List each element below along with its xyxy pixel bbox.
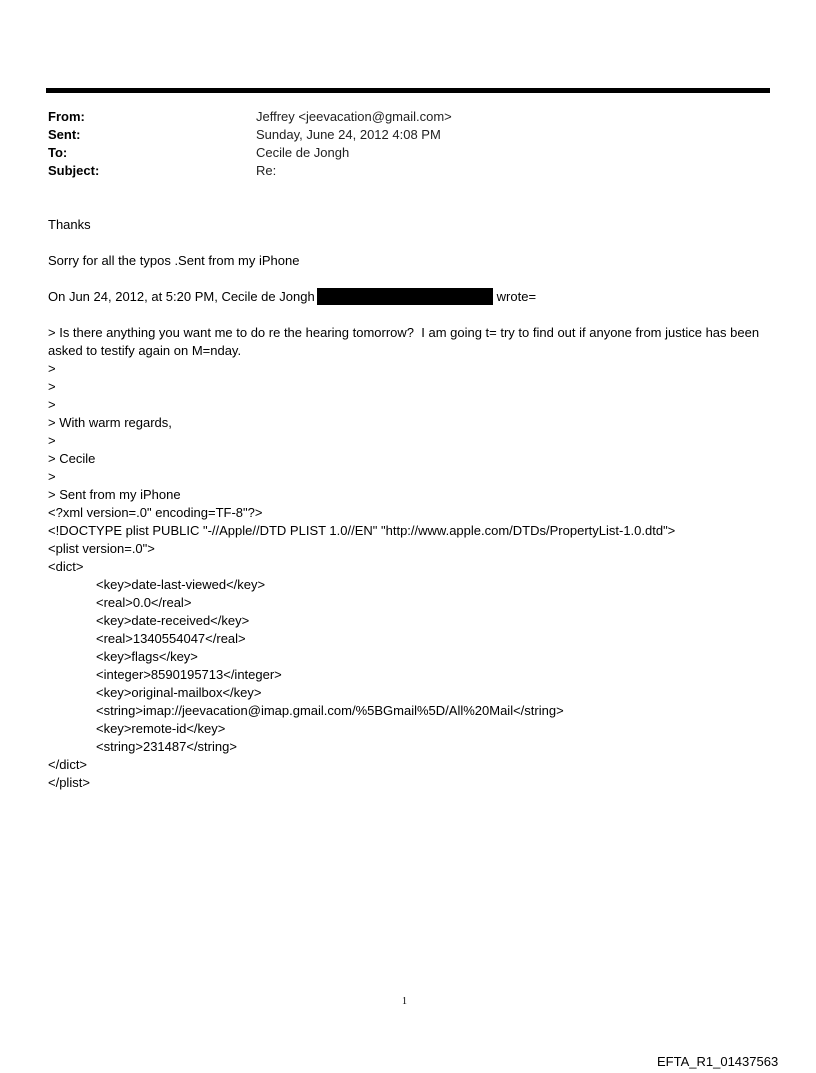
text-line: > <box>48 397 56 412</box>
text-line: <key>remote-id</key> <box>96 721 226 736</box>
text-line: </plist> <box>48 775 90 790</box>
text-line: > <box>48 469 56 484</box>
sorry-line: Sorry for all the typos .Sent from my iPhone <box>48 253 300 268</box>
from-label: From: <box>48 109 85 124</box>
text-line: <dict> <box>48 559 84 574</box>
header-rule <box>46 88 770 93</box>
text-line: <plist version=.0"> <box>48 541 155 556</box>
text-line: > With warm regards, <box>48 415 172 430</box>
text-line: </dict> <box>48 757 88 772</box>
text-line: <key>date-last-viewed</key> <box>96 577 266 592</box>
subject-value: Re: <box>256 163 277 178</box>
from-row <box>48 108 452 126</box>
text-line: <real>0.0</real> <box>96 595 192 610</box>
text-line: <key>date-received</key> <box>96 613 250 628</box>
text-line: <?xml version=.0" encoding=TF-8"?> <box>48 505 263 520</box>
subject-row <box>48 162 452 180</box>
to-label: To: <box>48 145 68 160</box>
text-line: > Sent from my iPhone <box>48 487 181 502</box>
bates-stamp: EFTA_R1_01437563 <box>657 1054 779 1069</box>
to-row <box>48 144 452 162</box>
quoted-lines <box>48 360 778 576</box>
thanks-line: Thanks <box>48 217 91 232</box>
quoted-message: > Is there anything you want me to do re the hearing tomorrow? I am going t= try to find out if anyone from justice has been asked to testify again on M=nday. <box>48 325 763 358</box>
text-line: <real>1340554047</real> <box>96 631 246 646</box>
text-line: <integer>8590195713</integer> <box>96 667 282 682</box>
email-header <box>48 108 452 180</box>
text-line: <key>flags</key> <box>96 649 198 664</box>
email-body <box>48 216 778 792</box>
sent-value: Sunday, June 24, 2012 4:08 PM <box>256 127 441 142</box>
text-line: <!DOCTYPE plist PUBLIC "-//Apple//DTD PLIST 1.0//EN" "http://www.apple.com/DTDs/PropertyList-1.0.dtd"> <box>48 523 676 538</box>
text-line: > Cecile <box>48 451 96 466</box>
sent-label: Sent: <box>48 127 81 142</box>
plist-dict-lines <box>48 576 778 756</box>
page-number: 1 <box>402 996 407 1007</box>
redaction-box <box>317 288 493 305</box>
quote-intro <box>48 288 778 306</box>
text-line: <key>original-mailbox</key> <box>96 685 262 700</box>
to-value: Cecile de Jongh <box>256 145 350 160</box>
subject-label: Subject: <box>48 163 100 178</box>
plist-closing-lines <box>48 756 778 792</box>
text-line: > <box>48 361 56 376</box>
from-value: Jeffrey <jeevacation@gmail.com> <box>256 109 452 124</box>
sent-row <box>48 126 452 144</box>
text-line: > <box>48 433 56 448</box>
quote-intro-prefix: On Jun 24, 2012, at 5:20 PM, Cecile de Jongh <box>48 289 315 304</box>
text-line: > <box>48 379 56 394</box>
text-line: <string>imap://jeevacation@imap.gmail.com/%5BGmail%5D/All%20Mail</string> <box>96 703 564 718</box>
quote-intro-suffix: wrote= <box>496 289 537 304</box>
text-line: <string>231487</string> <box>96 739 237 754</box>
